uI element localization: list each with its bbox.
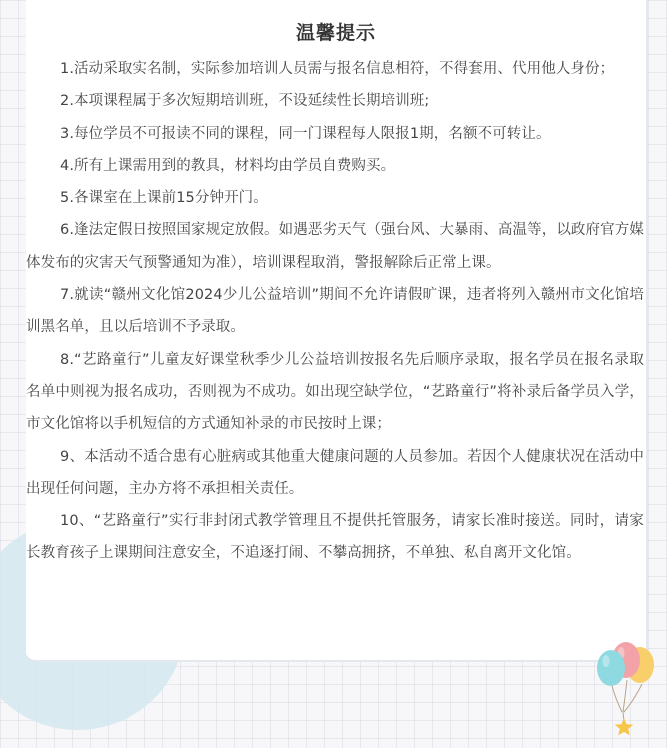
- notice-card: [26, 0, 648, 662]
- cyan-balloon: [597, 650, 625, 686]
- notice-item-10: 10、“艺路童行”实行非封闭式教学管理且不提供托管服务，请家长准时接送。同时，请家长教育孩子上课期间注意安全，不追逐打闹、不攀高拥挤，不单独、私自离开文化馆。: [26, 513, 644, 562]
- balloons-icon: [594, 640, 664, 748]
- notice-title: 温馨提示: [295, 22, 376, 44]
- notice-item-8: 8.“艺路童行”儿童友好课堂秋季少儿公益培训按报名先后顺序录取，报名学员在报名录取名单中则视为报名成功，否则视为不成功。如出现空缺学位，“艺路童行”将补录后备学员入学，市文化馆将以手机短信的方式通知补录的市民按时上课；: [26, 351, 644, 433]
- notice-item-5: 5.各课室在上课前15分钟开门。: [60, 190, 268, 207]
- notice-item-6: 6.逢法定假日按照国家规定放假。如遇恶劣天气（强台风、大暴雨、高温等，以政府官方媒体发布的灾害天气预警通知为准），培训课程取消，警报解除后正常上课。: [26, 222, 644, 271]
- notice-item-4: 4.所有上课需用到的教具，材料均由学员自费购买。: [60, 157, 396, 174]
- star-icon: [615, 718, 634, 735]
- notice-item-3: 3.每位学员不可报读不同的课程，同一门课程每人限报1期，名额不可转让。: [60, 125, 551, 142]
- notice-item-2: 2.本项课程属于多次短期培训班，不设延续性长期培训班;: [60, 93, 430, 110]
- notice-item-1: 1.活动采取实名制，实际参加培训人员需与报名信息相符，不得套用、代用他人身份；: [60, 61, 615, 77]
- notice-item-9: 9、本活动不适合患有心脏病或其他重大健康问题的人员参加。若因个人健康状况在活动中出现任何问题，主办方将不承担相关责任。: [26, 448, 644, 497]
- notice-content: [26, 53, 646, 570]
- notice-item-7: 7.就读“赣州文化馆2024少儿公益培训”期间不允许请假旷课，违者将列入赣州市文化馆培训黑名单，且以后培训不予录取。: [26, 287, 644, 336]
